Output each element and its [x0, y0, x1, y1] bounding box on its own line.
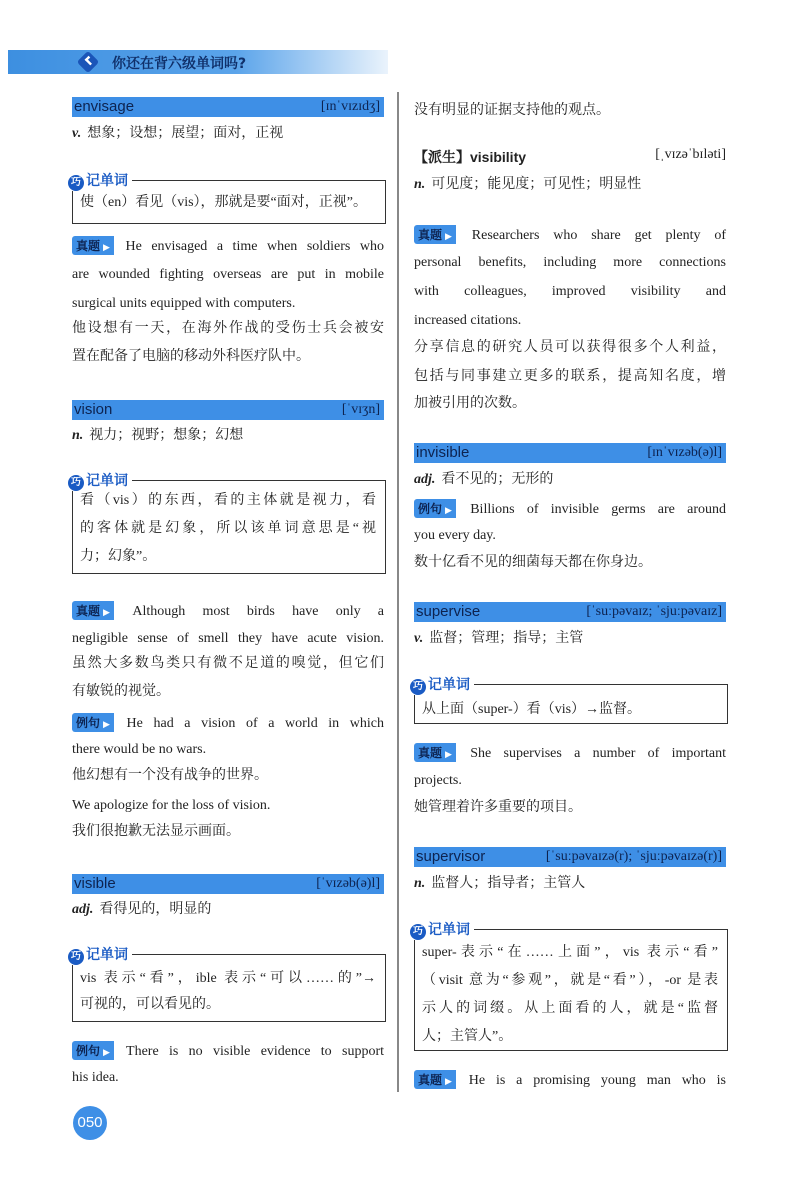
definition-text: 想象；设想；展望；面对，正视: [87, 126, 284, 141]
exam-line: 置在配备了电脑的移动外科医疗队中。: [72, 349, 310, 364]
example-line: 我们很抱歉无法显示画面。: [72, 824, 240, 839]
part-of-speech: v.: [72, 126, 82, 141]
headword: vision: [74, 401, 113, 418]
exam-line: 加被引用的次数。: [414, 396, 526, 411]
definition-text: 监督人；指导者；主管人: [431, 876, 586, 891]
continued-text: 没有明显的证据支持他的观点。: [414, 103, 610, 118]
qiao-icon: 巧: [68, 175, 84, 191]
word-header: [414, 602, 726, 622]
example-line: you every day.: [414, 528, 496, 543]
definition-text: 视力；视野；想象；幻想: [89, 428, 244, 443]
word-header: [72, 874, 384, 894]
exam-tag: 真题 ▶: [72, 236, 114, 255]
exam-line: 真题 ▶ Researchers who share get plenty of: [414, 225, 726, 245]
definition-text: 可见度；能见度；可见性；明显性: [431, 177, 642, 192]
definition: [72, 125, 283, 143]
exam-line: are wounded fighting overseas are put in mobile: [72, 267, 384, 282]
headword: visible: [74, 875, 116, 892]
definition: [414, 471, 553, 489]
mem-line: 从上面（super-）看（vis）→监督。: [422, 702, 642, 717]
exam-line: with colleagues, improved visibility and: [414, 284, 726, 299]
example-line: 例句 ▶ He had a vision of a world in which: [72, 713, 384, 733]
qiao-icon: 巧: [68, 949, 84, 965]
part-of-speech: n.: [72, 428, 84, 443]
definition: [72, 427, 243, 445]
word-header: [72, 97, 384, 117]
definition-text: 看得见的，明显的: [99, 902, 212, 917]
example-tag: 例句 ▶: [72, 713, 114, 732]
exam-line: personal benefits, including more connections: [414, 255, 726, 270]
example-line: We apologize for the loss of vision.: [72, 798, 271, 813]
part-of-speech: v.: [414, 631, 424, 646]
word-header: [72, 400, 384, 420]
part-of-speech: n.: [414, 876, 426, 891]
memory-tip-label: 巧 记单词: [68, 170, 132, 191]
exam-line: projects.: [414, 773, 462, 788]
exam-line: 包括与同事建立更多的联系，提高知名度，增: [414, 369, 726, 384]
qiao-icon: 巧: [410, 679, 426, 695]
phonetic: [ɪnˈvɪzəb(ə)l]: [647, 445, 722, 460]
exam-line: 真题 ▶ He envisaged a time when soldiers who: [72, 236, 384, 256]
definition: [414, 176, 641, 194]
exam-tag: 真题 ▶: [72, 601, 114, 620]
derived-word: 【派生】visibility [ˌvɪzəˈbɪləti]: [414, 147, 726, 166]
phonetic: [ˈvɪʒn]: [341, 402, 380, 417]
exam-line: 真题 ▶ She supervises a number of important: [414, 743, 726, 763]
exam-tag: 真题 ▶: [414, 1070, 456, 1089]
headword: supervisor: [416, 848, 486, 865]
phonetic: [ˈsuːpəvaɪzə(r); ˈsjuːpəvaɪzə(r)]: [545, 849, 722, 864]
example-line: his idea.: [72, 1070, 119, 1085]
example-line: there would be no wars.: [72, 742, 207, 757]
phonetic: [ˈvɪzəb(ə)l]: [316, 876, 380, 891]
headword: supervise: [416, 603, 481, 620]
definition: [72, 901, 211, 919]
exam-tag: 真题 ▶: [414, 743, 456, 762]
exam-line: 他设想有一天，在海外作战的受伤士兵会被安: [72, 321, 384, 336]
mem-line: 的客体就是幻象，所以该单词意思是“视: [80, 521, 376, 536]
phonetic: [ɪnˈvɪzɪdʒ]: [320, 99, 380, 114]
mem-line: 使（en）看见（vis），那就是要“面对，正视”。: [80, 195, 367, 210]
exam-line: 有敏锐的视觉。: [72, 684, 170, 699]
headword: envisage: [74, 98, 135, 115]
example-line: 他幻想有一个没有战争的世界。: [72, 768, 268, 783]
example-line: 例句 ▶ There is no visible evidence to support: [72, 1041, 384, 1061]
mem-line: 人；主管人”。: [422, 1029, 513, 1044]
word-header: [414, 847, 726, 867]
phonetic: [ˈsuːpəvaɪz; ˈsjuːpəvaɪz]: [586, 604, 722, 619]
part-of-speech: n.: [414, 177, 426, 192]
mem-line: 示人的词缀。从上面看的人，就是“监督: [422, 1001, 718, 1016]
mem-line: vis 表示“看”，ible 表示“可以……的”→: [80, 971, 376, 986]
definition-text: 看不见的；无形的: [441, 472, 554, 487]
mem-line: （visit 意为“参观”，就是“看”），-or 是表: [422, 973, 718, 988]
memory-tip-label: 巧 记单词: [68, 470, 132, 491]
headword: invisible: [416, 444, 470, 461]
mem-line: 看（vis）的东西，看的主体就是视力，看: [80, 493, 376, 508]
chevron-badge-icon: [77, 51, 100, 74]
word-header: [414, 443, 726, 463]
exam-line: 她管理着许多重要的项目。: [414, 800, 582, 815]
exam-line: increased citations.: [414, 313, 522, 328]
mem-line: super-表示“在……上面”，vis 表示“看”: [422, 945, 718, 960]
example-line: 数十亿看不见的细菌每天都在你身边。: [414, 555, 652, 570]
mem-line: 力；幻象”。: [80, 549, 157, 564]
page-number: 050: [73, 1106, 107, 1140]
chapter-header: [8, 50, 388, 74]
example-tag: 例句 ▶: [72, 1041, 114, 1060]
chapter-title: 你还在背六级单词吗?: [112, 56, 247, 72]
example-line: 例句 ▶ Billions of invisible germs are around: [414, 499, 726, 519]
mem-line: 可视的，可以看见的。: [80, 997, 220, 1012]
exam-line: negligible sense of smell they have acute vision.: [72, 631, 384, 646]
memory-tip-label: 巧 记单词: [410, 674, 474, 695]
part-of-speech: adj.: [414, 472, 436, 487]
definition: [414, 630, 583, 648]
part-of-speech: adj.: [72, 902, 94, 917]
exam-line: surgical units equipped with computers.: [72, 296, 296, 311]
exam-line: 分享信息的研究人员可以获得很多个人利益，: [414, 340, 726, 355]
column-divider: [397, 92, 399, 1092]
example-tag: 例句 ▶: [414, 499, 456, 518]
exam-line: 真题 ▶ Although most birds have only a: [72, 601, 384, 621]
definition: [414, 875, 585, 893]
memory-tip-label: 巧 记单词: [410, 919, 474, 940]
exam-line: 虽然大多数鸟类只有微不足道的嗅觉，但它们: [72, 656, 384, 671]
exam-line: 真题 ▶ He is a promising young man who is: [414, 1070, 726, 1090]
definition-text: 监督；管理；指导；主管: [429, 631, 584, 646]
qiao-icon: 巧: [68, 475, 84, 491]
qiao-icon: 巧: [410, 924, 426, 940]
exam-tag: 真题 ▶: [414, 225, 456, 244]
memory-tip-label: 巧 记单词: [68, 944, 132, 965]
